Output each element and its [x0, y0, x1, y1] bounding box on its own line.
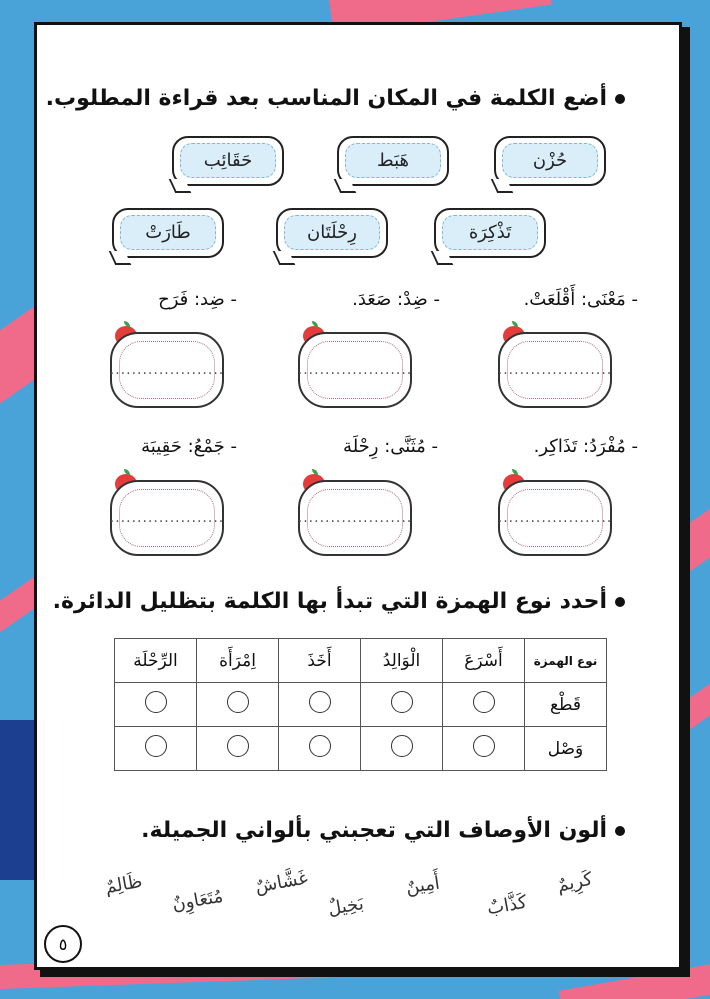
question-label: - مُفْرَدُ: تَذَاكِر.	[533, 436, 638, 457]
answer-placeholder: .....................	[119, 489, 215, 547]
table-column-word: الرِّحْلَة	[115, 639, 197, 683]
table-row-label: وَصْل	[525, 727, 607, 771]
bullet-icon	[615, 826, 625, 836]
cloud-tail	[273, 251, 296, 265]
section2-heading-text: أحدد نوع الهمزة التي تبدأ بها الكلمة بتظليل الدائرة.	[52, 589, 607, 614]
table-cell	[443, 683, 525, 727]
question-label: - ضِدْ: صَعَدَ.	[352, 289, 440, 310]
descriptor-word[interactable]: كَرِيمٌ	[554, 868, 594, 897]
word-cloud	[112, 208, 224, 258]
answer-frame[interactable]	[298, 480, 412, 556]
answer-circle[interactable]	[145, 735, 167, 757]
descriptor-word[interactable]: ظَالِمٌ	[103, 870, 144, 899]
word-cloud	[276, 208, 388, 258]
table-column-word: أَسْرَعَ	[443, 639, 525, 683]
answer-circle[interactable]	[391, 735, 413, 757]
table-cell	[115, 727, 197, 771]
section2-heading	[53, 589, 625, 614]
section1-heading	[46, 86, 625, 111]
answer-frame[interactable]	[498, 480, 612, 556]
table-column-word: اِمْرَأَة	[197, 639, 279, 683]
answer-circle[interactable]	[391, 691, 413, 713]
table-header-label: نوع الهمزة	[525, 639, 607, 683]
question-label: - جَمْعُ: حَقِيبَة	[141, 436, 237, 457]
table-column-word: الْوَالِدُ	[361, 639, 443, 683]
table-cell	[443, 727, 525, 771]
word-cloud	[434, 208, 546, 258]
word-bank-item: هَبَط	[345, 143, 441, 178]
answer-frame[interactable]	[110, 332, 224, 408]
descriptor-word[interactable]: كَذَّابٌ	[485, 891, 529, 920]
descriptor-word[interactable]: غَشَّاشٌ	[253, 867, 310, 898]
answer-placeholder: .....................	[507, 341, 603, 399]
word-bank-item: تَذْكِرَة	[442, 215, 538, 250]
table-cell	[279, 683, 361, 727]
table-column-word: أَخَذَ	[279, 639, 361, 683]
bullet-icon	[615, 597, 625, 607]
table-row	[115, 727, 607, 771]
word-bank-item: طَارَتْ	[120, 215, 216, 250]
answer-circle[interactable]	[309, 735, 331, 757]
table-cell	[197, 727, 279, 771]
descriptor-word[interactable]: مُتَعَاوِنٌ	[170, 885, 225, 916]
answer-placeholder: .....................	[307, 489, 403, 547]
answer-circle[interactable]	[309, 691, 331, 713]
table-cell	[361, 683, 443, 727]
bullet-icon	[615, 94, 625, 104]
cloud-tail	[334, 179, 357, 193]
question-label: - مَعْنَى: أَقْلَعَتْ.	[523, 289, 638, 310]
page-number: ٥	[44, 925, 82, 963]
word-bank-item: رِحْلَتَان	[284, 215, 380, 250]
answer-frame[interactable]	[110, 480, 224, 556]
hamza-table	[114, 638, 607, 771]
table-row	[115, 683, 607, 727]
answer-placeholder: .....................	[507, 489, 603, 547]
answer-circle[interactable]	[227, 735, 249, 757]
word-cloud	[337, 136, 449, 186]
descriptor-word[interactable]: أَمِينٌ	[404, 872, 442, 899]
table-row-label: قَطْع	[525, 683, 607, 727]
cloud-tail	[109, 251, 132, 265]
section1-heading-text: أضع الكلمة في المكان المناسب بعد قراءة المطلوب.	[45, 86, 607, 111]
word-bank-item: حُزْن	[502, 143, 598, 178]
section3-heading	[141, 818, 625, 843]
table-cell	[279, 727, 361, 771]
word-cloud	[172, 136, 284, 186]
cloud-tail	[169, 179, 192, 193]
answer-circle[interactable]	[473, 735, 495, 757]
answer-circle[interactable]	[227, 691, 249, 713]
answer-circle[interactable]	[145, 691, 167, 713]
answer-placeholder: .....................	[307, 341, 403, 399]
question-label: - ضِد: فَرَح	[158, 289, 237, 310]
answer-placeholder: .....................	[119, 341, 215, 399]
cloud-tail	[431, 251, 454, 265]
table-header-row	[115, 639, 607, 683]
answer-frame[interactable]	[298, 332, 412, 408]
descriptor-word[interactable]: بَخِيلٌ	[326, 893, 366, 920]
word-bank-item: حَقَائِب	[180, 143, 276, 178]
table-cell	[197, 683, 279, 727]
question-label: - مُثَنَّى: رِحْلَة	[343, 436, 438, 457]
answer-circle[interactable]	[473, 691, 495, 713]
table-cell	[115, 683, 197, 727]
cloud-tail	[491, 179, 514, 193]
section3-heading-text: ألون الأوصاف التي تعجبني بألواني الجميلة.	[141, 818, 607, 843]
table-cell	[361, 727, 443, 771]
answer-frame[interactable]	[498, 332, 612, 408]
word-cloud	[494, 136, 606, 186]
